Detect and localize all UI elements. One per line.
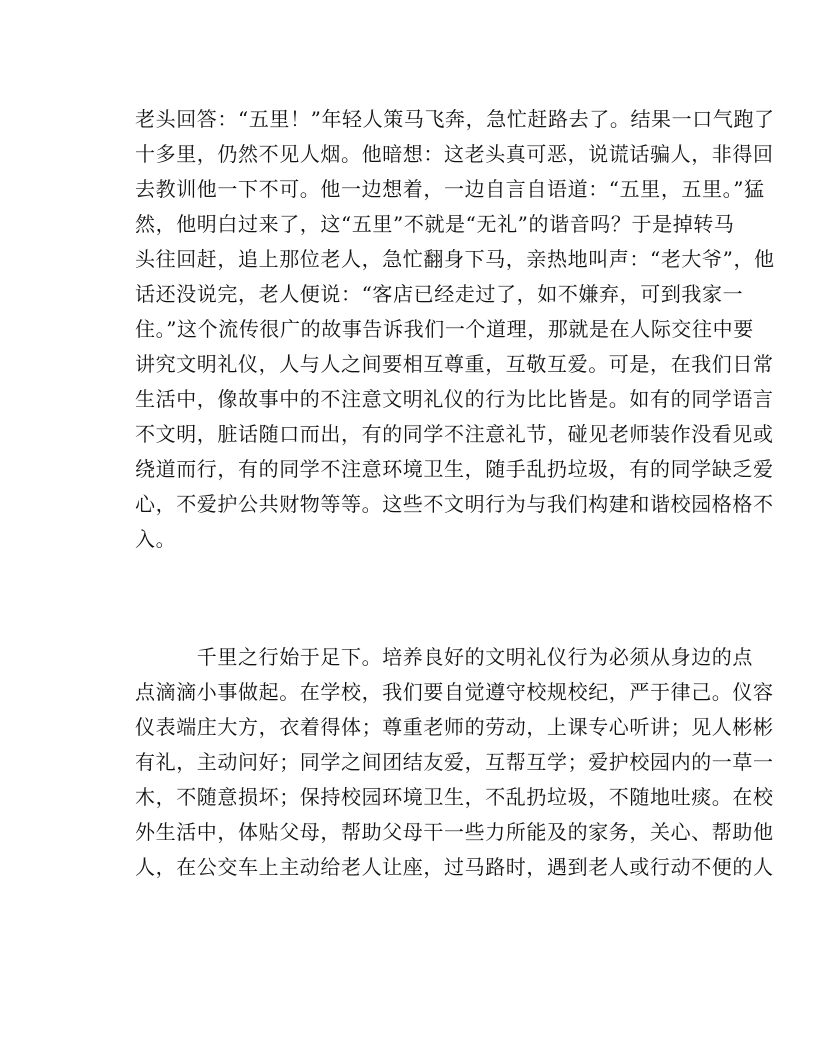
text-line: 不文明，脏话随口而出，有的同学不注意礼节，碰见老师装作没看见或 <box>135 422 774 446</box>
text-line: 绕道而行，有的同学不注意环境卫生，随手乱扔垃圾，有的同学缺乏爱 <box>135 457 774 481</box>
paragraph-story <box>135 102 775 557</box>
text-line: 木，不随意损坏；保持校园环境卫生，不乱扔垃圾，不随地吐痰。在校 <box>135 785 774 809</box>
text-line: 入。 <box>135 527 177 551</box>
paragraph-advice <box>135 640 774 885</box>
text-line: 点滴滴小事做起。在学校，我们要自觉遵守校规校纪，严于律己。仪容 <box>135 680 774 704</box>
text-line: 生活中，像故事中的不注意文明礼仪的行为比比皆是。如有的同学语言 <box>135 387 774 411</box>
text-line: 然，他明白过来了，这“五里”不就是“无礼”的谐音吗？于是掉转马 <box>135 212 735 236</box>
text-line: 心，不爱护公共财物等等。这些不文明行为与我们构建和谐校园格格不 <box>135 492 774 516</box>
text-line: 话还没说完，老人便说：“客店已经走过了，如不嫌弃，可到我家一 <box>135 282 744 306</box>
text-line: 头往回赶，追上那位老人，急忙翻身下马，亲热地叫声：“老大爷”，他 <box>135 247 775 271</box>
text-line: 千里之行始于足下。培养良好的文明礼仪行为必须从身边的点 <box>135 645 753 669</box>
text-line: 住。”这个流传很广的故事告诉我们一个道理，那就是在人际交往中要 <box>135 317 754 341</box>
text-line: 十多里，仍然不见人烟。他暗想：这老头真可恶，说谎话骗人，非得回 <box>135 142 774 166</box>
text-line: 有礼，主动问好；同学之间团结友爱，互帮互学；爱护校园内的一草一 <box>135 750 774 774</box>
text-line: 外生活中，体贴父母，帮助父母干一些力所能及的家务，关心、帮助他 <box>135 820 774 844</box>
text-line: 人，在公交车上主动给老人让座，过马路时，遇到老人或行动不便的人 <box>135 855 774 879</box>
text-line: 去教训他一下不可。他一边想着，一边自言自语道：“五里，五里。”猛 <box>135 177 765 201</box>
text-line: 老头回答：“五里！”年轻人策马飞奔，急忙赶路去了。结果一口气跑了 <box>135 107 775 131</box>
text-line: 仪表端庄大方，衣着得体；尊重老师的劳动，上课专心听讲；见人彬彬 <box>135 715 774 739</box>
text-line: 讲究文明礼仪，人与人之间要相互尊重，互敬互爱。可是，在我们日常 <box>135 352 774 376</box>
